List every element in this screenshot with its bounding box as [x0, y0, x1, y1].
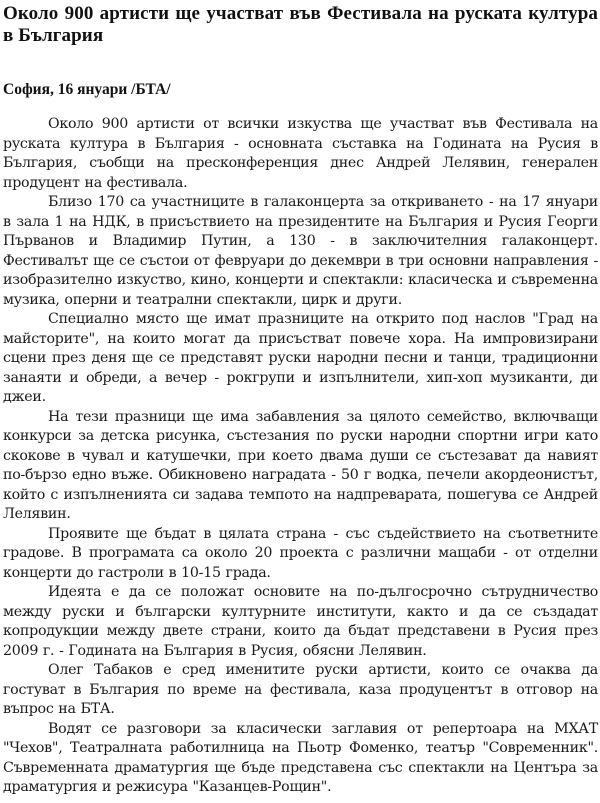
paragraph: Идеята е да се положат основите на по-дългосрочно сътрудничество между руски и български културните институти, както и да се създадат копродукции между двете страни, които да бъдат представени в Русия през 2009 г. - Годината на България в Русия, обясни Лелявин.	[3, 584, 598, 659]
article-dateline: София, 16 януари /БТА/	[3, 81, 171, 98]
article-body	[3, 115, 598, 798]
document-page	[0, 3, 600, 803]
paragraph: Олег Табаков е сред именитите руски артисти, които се очаква да гостуват в България по време на фестивала, каза продуцентът в отговор на въпрос на БТА.	[3, 662, 598, 717]
paragraph: Специално място ще имат празниците на открито под наслов "Град на майсторите", на които могат да присъстват повече хора. На импровизирани сцени през деня ще се представят руски народни песни и танци, традиционни занаяти и обреди, а вечер - рокгрупи и изпълнители, хип-хоп музиканти, ди джеи.	[3, 311, 598, 405]
paragraph: Проявите ще бъдат в цялата страна - със съдействието на съответните градове. В програмата са около 20 проекта с различни мащаби - от отделни концерти до гастроли в 10-15 града.	[3, 525, 598, 581]
paragraph: Близо 170 са участниците в галаконцерта за откриването - на 17 януари в зала 1 на НДК, в присъствието на президентите на България и Русия Георги Първанов и Владимир Путин, а 130 - в заключителния галаконцерт. Фестивалът ще се състои от февруари до декември в три основни направления - изобразително изкуство, кино, концерти и спектакли: класическа и съвременна музика, оперни и театрални спектакли, цирк и други.	[3, 194, 598, 308]
article-title: Около 900 артисти ще участват във Фестивала на руската култура в България	[3, 3, 598, 46]
paragraph: Водят се разговори за класически заглавия от репертоара на МХАТ "Чехов", Театралната работилница на Пьотр Фоменко, театър "Современник". Съвременната драматургия ще бъде представена със спектакли на Центъра за драматургия и режисура "Казанцев-Рощин".	[3, 720, 598, 795]
paragraph: На тези празници ще има забавления за цялото семейство, включващи конкурси за детска рисунка, състезания по руски народни спортни игри като скокове в чувал и катушечки, при което двама души се състезават да навият по-бързо едно въже. Обикновено наградата - 50 г водка, печели акордеонистът, който с изпълненията си задава темпото на надпреварата, пошегува се Андрей Лелявин.	[3, 408, 598, 522]
paragraph: Около 900 артисти от всички изкуства ще участват във Фестивала на руската култура в България - основната съставка на Годината на Русия в България, съобщи на пресконференция днес Андрей Лелявин, генерален продуцент на фестивала.	[3, 116, 598, 191]
